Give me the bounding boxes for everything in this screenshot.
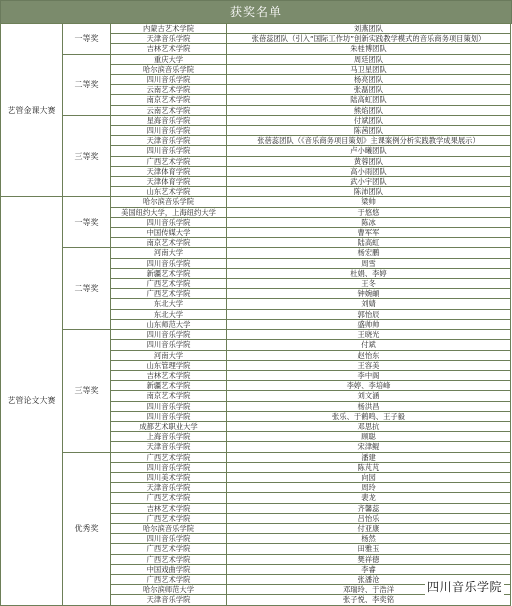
winner-cell: 付斌团队: [227, 115, 511, 125]
school-cell: 云南艺术学院: [111, 85, 227, 95]
table-row: [1, 452, 511, 462]
table-row: [1, 24, 511, 34]
school-cell: 广西艺术学院: [111, 156, 227, 166]
school-cell: 新疆艺术学院: [111, 381, 227, 391]
school-cell: 四川音乐学院: [111, 534, 227, 544]
school-cell: 云南艺术学院: [111, 105, 227, 115]
school-cell: 广西艺术学院: [111, 493, 227, 503]
winner-cell: 顾聪: [227, 432, 511, 442]
school-cell: 上海音乐学院: [111, 432, 227, 442]
award-level-cell: 二等奖: [63, 248, 111, 330]
winner-cell: 陈茜团队: [227, 126, 511, 136]
school-cell: 天津音乐学院: [111, 442, 227, 452]
school-cell: 哈尔滨音乐学院: [111, 64, 227, 74]
winner-cell: 樊祥徳: [227, 554, 511, 564]
school-cell: 南京艺术学院: [111, 95, 227, 105]
winner-cell: 陆高虹: [227, 238, 511, 248]
school-cell: 天津音乐学院: [111, 483, 227, 493]
winner-cell: 周雪: [227, 258, 511, 268]
school-cell: 重庆大学: [111, 54, 227, 64]
awards-table-body: [1, 24, 511, 606]
winner-cell: 杨然: [227, 534, 511, 544]
school-cell: 四川音乐学院: [111, 462, 227, 472]
school-cell: 东北大学: [111, 309, 227, 319]
school-cell: 新疆艺术学院: [111, 268, 227, 278]
school-cell: 吉林艺术学院: [111, 44, 227, 54]
award-level-cell: 三等奖: [63, 330, 111, 452]
school-cell: 山东管理学院: [111, 360, 227, 370]
winner-cell: 张蓓蕊团队（《音乐商务项目策划》主课案例分析实践教学成果展示）: [227, 136, 511, 146]
winner-cell: 王冬: [227, 279, 511, 289]
winner-cell: 刘燕团队: [227, 24, 511, 34]
winner-cell: 李婷、李培峰: [227, 381, 511, 391]
winner-cell: 刘婧: [227, 299, 511, 309]
school-cell: 广西艺术学院: [111, 544, 227, 554]
table-row: [1, 330, 511, 340]
school-cell: 南京艺术学院: [111, 391, 227, 401]
award-level-cell: 二等奖: [63, 54, 111, 115]
winner-cell: 熊焰团队: [227, 105, 511, 115]
award-level-cell: 一等奖: [63, 197, 111, 248]
winner-cell: 曹军军: [227, 228, 511, 238]
winner-cell: 陈冰: [227, 217, 511, 227]
school-cell: 四川音乐学院: [111, 146, 227, 156]
school-cell: 广西艺术学院: [111, 279, 227, 289]
winner-cell: 卢小曦团队: [227, 146, 511, 156]
school-cell: 美国纽约大学，上海纽约大学: [111, 207, 227, 217]
awards-table: [0, 23, 511, 606]
school-cell: 广西艺术学院: [111, 513, 227, 523]
school-cell: 天津音乐学院: [111, 34, 227, 44]
school-cell: 哈尔滨音乐学院: [111, 523, 227, 533]
winner-cell: 向园: [227, 472, 511, 482]
school-cell: 中国戏曲学院: [111, 564, 227, 574]
school-cell: 四川音乐学院: [111, 411, 227, 421]
school-cell: 四川音乐学院: [111, 330, 227, 340]
school-cell: 南京艺术学院: [111, 238, 227, 248]
winner-cell: 陈沛团队: [227, 187, 511, 197]
school-cell: 四川音乐学院: [111, 258, 227, 268]
school-cell: 内蒙古艺术学院: [111, 24, 227, 34]
winner-cell: 付斌: [227, 340, 511, 350]
award-level-cell: 三等奖: [63, 115, 111, 197]
school-cell: 成都艺术职业大学: [111, 421, 227, 431]
winner-cell: 赵怡东: [227, 350, 511, 360]
winner-cell: 杨亮团队: [227, 75, 511, 85]
school-cell: 吉林艺术学院: [111, 503, 227, 513]
school-cell: 星海音乐学院: [111, 115, 227, 125]
school-cell: 河南大学: [111, 350, 227, 360]
school-cell: 东北大学: [111, 299, 227, 309]
school-cell: 中国传媒大学: [111, 228, 227, 238]
winner-cell: 黄蓉团队: [227, 156, 511, 166]
school-cell: 天津音乐学院: [111, 136, 227, 146]
table-title: 获奖名单: [0, 0, 512, 24]
winner-cell: 马卫星团队: [227, 64, 511, 74]
winner-cell: 张蓓蕊团队（引入“国际工作坊”创新实践教学模式的音乐商务项目策划）: [227, 34, 511, 44]
award-level-cell: 一等奖: [63, 24, 111, 55]
winner-cell: 高小雨团队: [227, 166, 511, 176]
winner-cell: 周廷团队: [227, 54, 511, 64]
school-cell: 广西艺术学院: [111, 574, 227, 584]
table-row: [1, 197, 511, 207]
school-cell: 天津体育学院: [111, 166, 227, 176]
watermark: 四川音乐学院: [426, 580, 502, 594]
winner-cell: 杨洪昌: [227, 401, 511, 411]
winner-cell: 陆高虹团队: [227, 95, 511, 105]
table-row: [1, 248, 511, 258]
school-cell: 天津体育学院: [111, 177, 227, 187]
winner-cell: 钟婉頔: [227, 289, 511, 299]
winner-cell: 裴龙: [227, 493, 511, 503]
winner-cell: 周玲: [227, 483, 511, 493]
winner-cell: 刘文涵: [227, 391, 511, 401]
winner-cell: 朱桂博团队: [227, 44, 511, 54]
award-level-cell: 优秀奖: [63, 452, 111, 605]
winner-cell: 郭怡辰: [227, 309, 511, 319]
school-cell: 四川音乐学院: [111, 126, 227, 136]
winner-cell: 李中阁: [227, 370, 511, 380]
school-cell: 吉林艺术学院: [111, 370, 227, 380]
school-cell: 哈尔滨师范大学: [111, 585, 227, 595]
school-cell: 广西艺术学院: [111, 554, 227, 564]
school-cell: 四川音乐学院: [111, 217, 227, 227]
winner-cell: 盛帅帅: [227, 319, 511, 329]
school-cell: 四川美术学院: [111, 472, 227, 482]
winner-cell: 齐馨蕊: [227, 503, 511, 513]
winner-cell: 付亚康: [227, 523, 511, 533]
winner-cell: 杜娟、李婷: [227, 268, 511, 278]
winner-cell: 张乐、于鹤鸣、王子毅: [227, 411, 511, 421]
table-row: [1, 54, 511, 64]
winner-cell: 梁帅: [227, 197, 511, 207]
winner-cell: 王容美: [227, 360, 511, 370]
winner-cell: 杨宏鹏: [227, 248, 511, 258]
winner-cell: 陈芃芃: [227, 462, 511, 472]
winner-cell: 王晓光: [227, 330, 511, 340]
winner-cell: 潘建: [227, 452, 511, 462]
school-cell: 四川音乐学院: [111, 340, 227, 350]
school-cell: 广西艺术学院: [111, 289, 227, 299]
school-cell: 山东师范大学: [111, 319, 227, 329]
winner-cell: 邓思抗: [227, 421, 511, 431]
school-cell: 广西艺术学院: [111, 452, 227, 462]
competition-name-cell: 艺管论文大赛: [1, 197, 63, 605]
school-cell: 山东艺术学院: [111, 187, 227, 197]
school-cell: 哈尔滨音乐学院: [111, 197, 227, 207]
winner-cell: 张子悦、李奕铭: [227, 595, 511, 605]
winner-cell: 田雅玉: [227, 544, 511, 554]
winner-cell: 宋津鲲: [227, 442, 511, 452]
table-row: [1, 115, 511, 125]
winner-cell: 李睿: [227, 564, 511, 574]
school-cell: 四川音乐学院: [111, 75, 227, 85]
school-cell: 四川音乐学院: [111, 401, 227, 411]
winner-cell: 吕怡乐: [227, 513, 511, 523]
school-cell: 天津音乐学院: [111, 595, 227, 605]
winner-cell: 张潘沧: [227, 574, 511, 584]
competition-name-cell: 艺管金课大赛: [1, 24, 63, 197]
winner-cell: 于悠悠: [227, 207, 511, 217]
winner-cell: 张磊团队: [227, 85, 511, 95]
winner-cell: 邓瑞玲、于浩洋: [227, 585, 511, 595]
school-cell: 河南大学: [111, 248, 227, 258]
winner-cell: 武小宇团队: [227, 177, 511, 187]
